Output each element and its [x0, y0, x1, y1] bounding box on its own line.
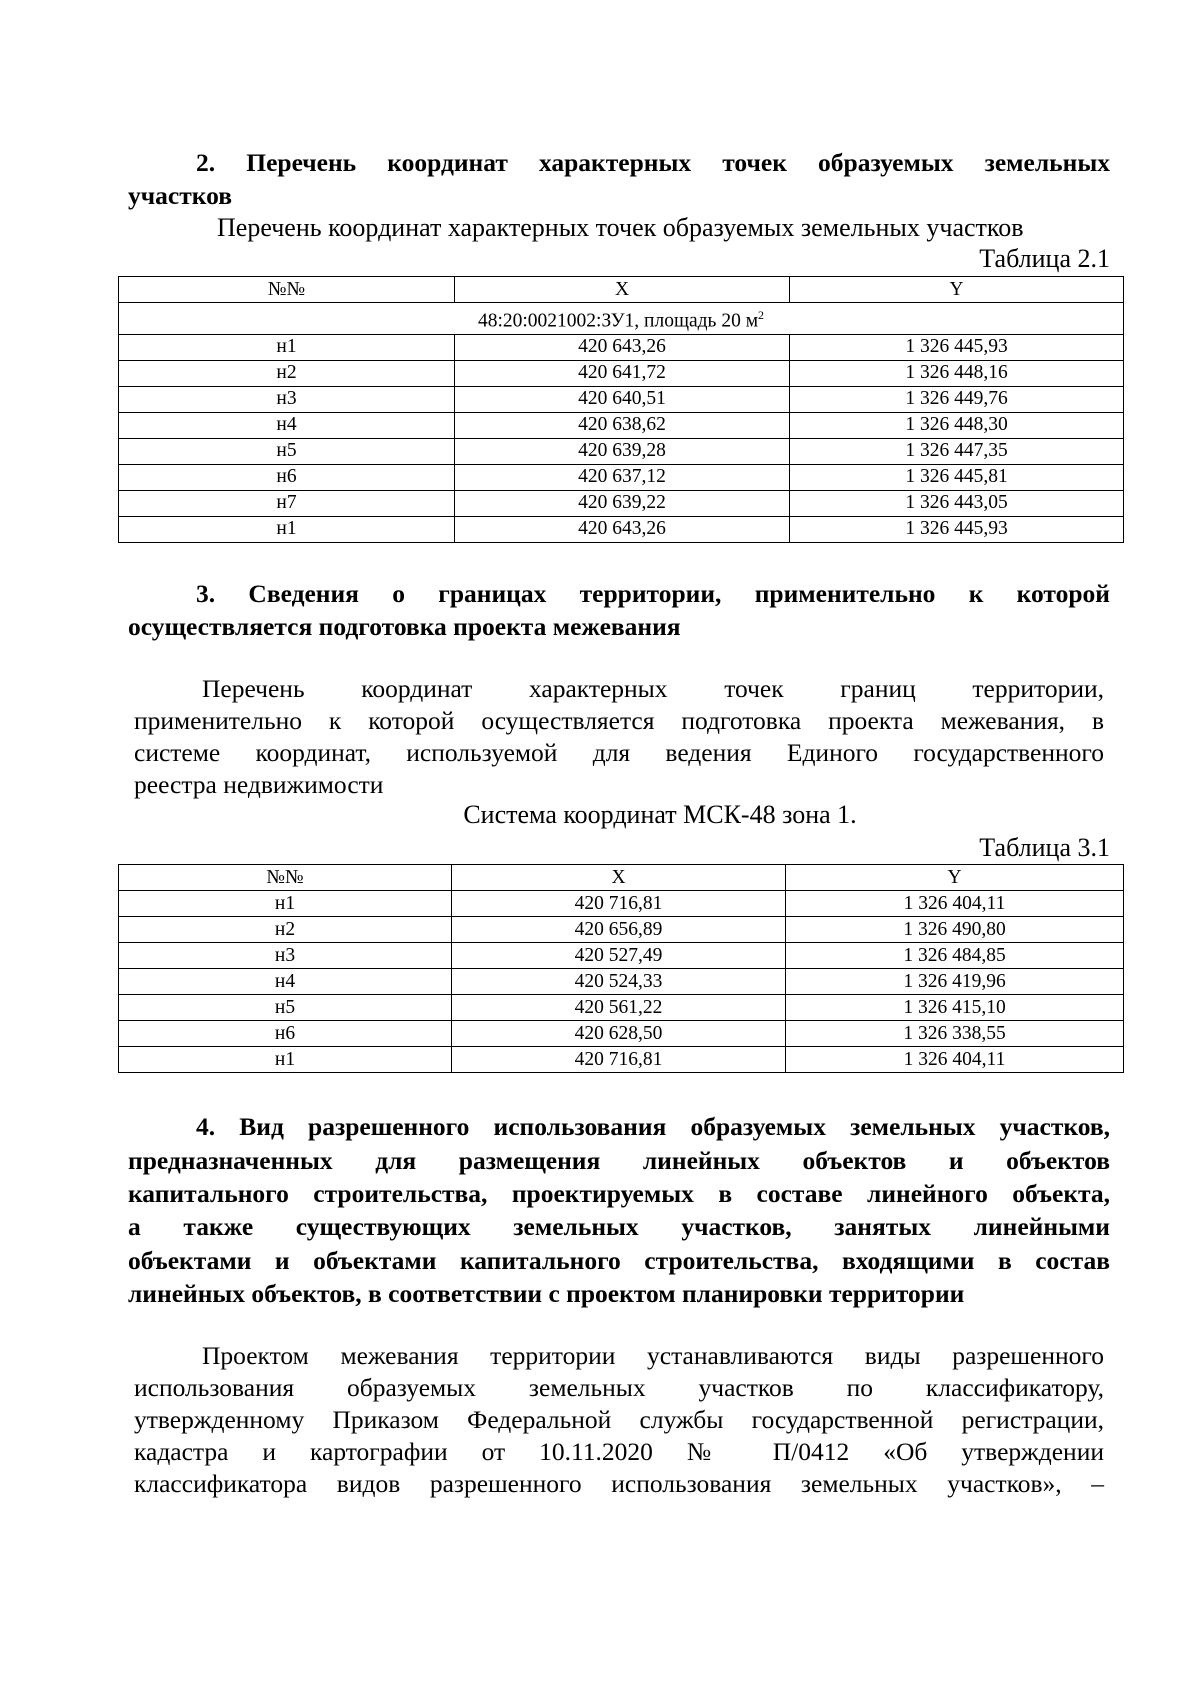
- table-3-1-label: Таблица 3.1: [979, 833, 1110, 862]
- section-4-heading-line-3: капитального строительства, проектируемых в составе линейного объекта,: [128, 1179, 1110, 1208]
- header-x: X: [452, 865, 786, 891]
- x-value: 420 527,49: [452, 943, 786, 969]
- x-value: 420 640,51: [455, 386, 790, 412]
- header-x: X: [455, 277, 790, 303]
- table-row: [119, 464, 1124, 490]
- table-2-1-label: Таблица 2.1: [979, 244, 1110, 273]
- y-value: 1 326 490,80: [786, 917, 1124, 943]
- y-value: 1 326 404,11: [786, 891, 1124, 917]
- table-row: [119, 969, 1124, 995]
- table-row: [119, 891, 1124, 917]
- section-4-paragraph-line-4: кадастра и картографии от 10.11.2020 № П/0412 «Об утверждении: [134, 1437, 1104, 1466]
- x-value: 420 643,26: [455, 334, 790, 360]
- point-id: н1: [119, 334, 455, 360]
- table-2-1: [118, 276, 1124, 543]
- point-id: н1: [119, 891, 452, 917]
- point-id: н4: [119, 969, 452, 995]
- x-value: 420 656,89: [452, 917, 786, 943]
- x-value: 420 524,33: [452, 969, 786, 995]
- point-id: н1: [119, 516, 455, 542]
- y-value: 1 326 445,93: [790, 516, 1124, 542]
- y-value: 1 326 447,35: [790, 438, 1124, 464]
- section-4-heading-line-1: 4. Вид разрешенного использования образуемых земельных участков,: [196, 1112, 1110, 1141]
- point-id: н6: [119, 464, 455, 490]
- table-3-1: [118, 864, 1124, 1073]
- y-value: 1 326 415,10: [786, 995, 1124, 1021]
- section-4-paragraph-line-3: утвержденному Приказом Федеральной службы государственной регистрации,: [134, 1405, 1104, 1434]
- section-4-paragraph-line-2: использования образуемых земельных участков по классификатору,: [134, 1373, 1104, 1402]
- table-row: [119, 917, 1124, 943]
- section-3-paragraph-line-4: реестра недвижимости: [134, 770, 384, 799]
- x-value: 420 639,28: [455, 438, 790, 464]
- header-y: Y: [790, 277, 1124, 303]
- section-4-heading-line-6: линейных объектов, в соответствии с проектом планировки территории: [128, 1279, 965, 1308]
- section-3-heading-line-2: осуществляется подготовка проекта межевания: [128, 612, 681, 641]
- point-id: н1: [119, 1047, 452, 1073]
- table-row: [119, 943, 1124, 969]
- section-3-paragraph-line-3: системе координат, используемой для ведения Единого государственного: [134, 738, 1104, 767]
- table-header-row: [119, 277, 1124, 303]
- point-id: н6: [119, 1021, 452, 1047]
- section-3-paragraph-line-2: применительно к которой осуществляется подготовка проекта межевания, в: [134, 706, 1104, 735]
- header-y: Y: [786, 865, 1124, 891]
- section-2-heading-line-2: участков: [128, 181, 232, 210]
- y-value: 1 326 484,85: [786, 943, 1124, 969]
- table-row: [119, 995, 1124, 1021]
- x-value: 420 639,22: [455, 490, 790, 516]
- point-id: н5: [119, 995, 452, 1021]
- y-value: 1 326 338,55: [786, 1021, 1124, 1047]
- table-row: [119, 334, 1124, 360]
- point-id: н7: [119, 490, 455, 516]
- table-header-row: [119, 865, 1124, 891]
- y-value: 1 326 448,30: [790, 412, 1124, 438]
- x-value: 420 643,26: [455, 516, 790, 542]
- x-value: 420 637,12: [455, 464, 790, 490]
- section-2-subtitle: Перечень координат характерных точек образуемых земельных участков: [217, 213, 1024, 242]
- point-id: н5: [119, 438, 455, 464]
- parcel-row: [119, 303, 1124, 335]
- section-4-heading-line-5: объектами и объектами капитального строительства, входящими в состав: [128, 1246, 1110, 1275]
- section-4-paragraph-line-1: Проектом межевания территории устанавливаются виды разрешенного: [202, 1341, 1104, 1370]
- table-row: [119, 490, 1124, 516]
- y-value: 1 326 445,93: [790, 334, 1124, 360]
- table-row: [119, 516, 1124, 542]
- point-id: н2: [119, 360, 455, 386]
- point-id: н3: [119, 386, 455, 412]
- parcel-label: 48:20:0021002:ЗУ1, площадь 20 м: [477, 310, 759, 332]
- coordinate-system-label: Система координат МСК-48 зона 1.: [463, 800, 857, 829]
- y-value: 1 326 419,96: [786, 969, 1124, 995]
- x-value: 420 716,81: [452, 1047, 786, 1073]
- y-value: 1 326 449,76: [790, 386, 1124, 412]
- x-value: 420 641,72: [455, 360, 790, 386]
- point-id: н3: [119, 943, 452, 969]
- x-value: 420 638,62: [455, 412, 790, 438]
- y-value: 1 326 448,16: [790, 360, 1124, 386]
- section-2-heading-line-1: 2. Перечень координат характерных точек образуемых земельных: [196, 148, 1110, 177]
- header-number: №№: [119, 865, 452, 891]
- parcel-unit-sup: 2: [758, 308, 765, 322]
- x-value: 420 628,50: [452, 1021, 786, 1047]
- parcel-cell: [119, 303, 1124, 335]
- x-value: 420 561,22: [452, 995, 786, 1021]
- x-value: 420 716,81: [452, 891, 786, 917]
- table-row: [119, 412, 1124, 438]
- section-3-paragraph-line-1: Перечень координат характерных точек границ территории,: [202, 674, 1104, 703]
- table-row: [119, 386, 1124, 412]
- y-value: 1 326 404,11: [786, 1047, 1124, 1073]
- section-4-heading-line-2: предназначенных для размещения линейных объектов и объектов: [128, 1146, 1110, 1175]
- table-row: [119, 438, 1124, 464]
- table-row: [119, 1021, 1124, 1047]
- y-value: 1 326 443,05: [790, 490, 1124, 516]
- header-number: №№: [119, 277, 455, 303]
- section-3-heading-line-1: 3. Сведения о границах территории, применительно к которой: [196, 579, 1110, 608]
- table-row: [119, 360, 1124, 386]
- table-row: [119, 1047, 1124, 1073]
- point-id: н2: [119, 917, 452, 943]
- point-id: н4: [119, 412, 455, 438]
- y-value: 1 326 445,81: [790, 464, 1124, 490]
- section-4-paragraph-line-5: классификатора видов разрешенного использования земельных участков», –: [134, 1469, 1104, 1498]
- section-4-heading-line-4: а также существующих земельных участков, занятых линейными: [128, 1212, 1110, 1241]
